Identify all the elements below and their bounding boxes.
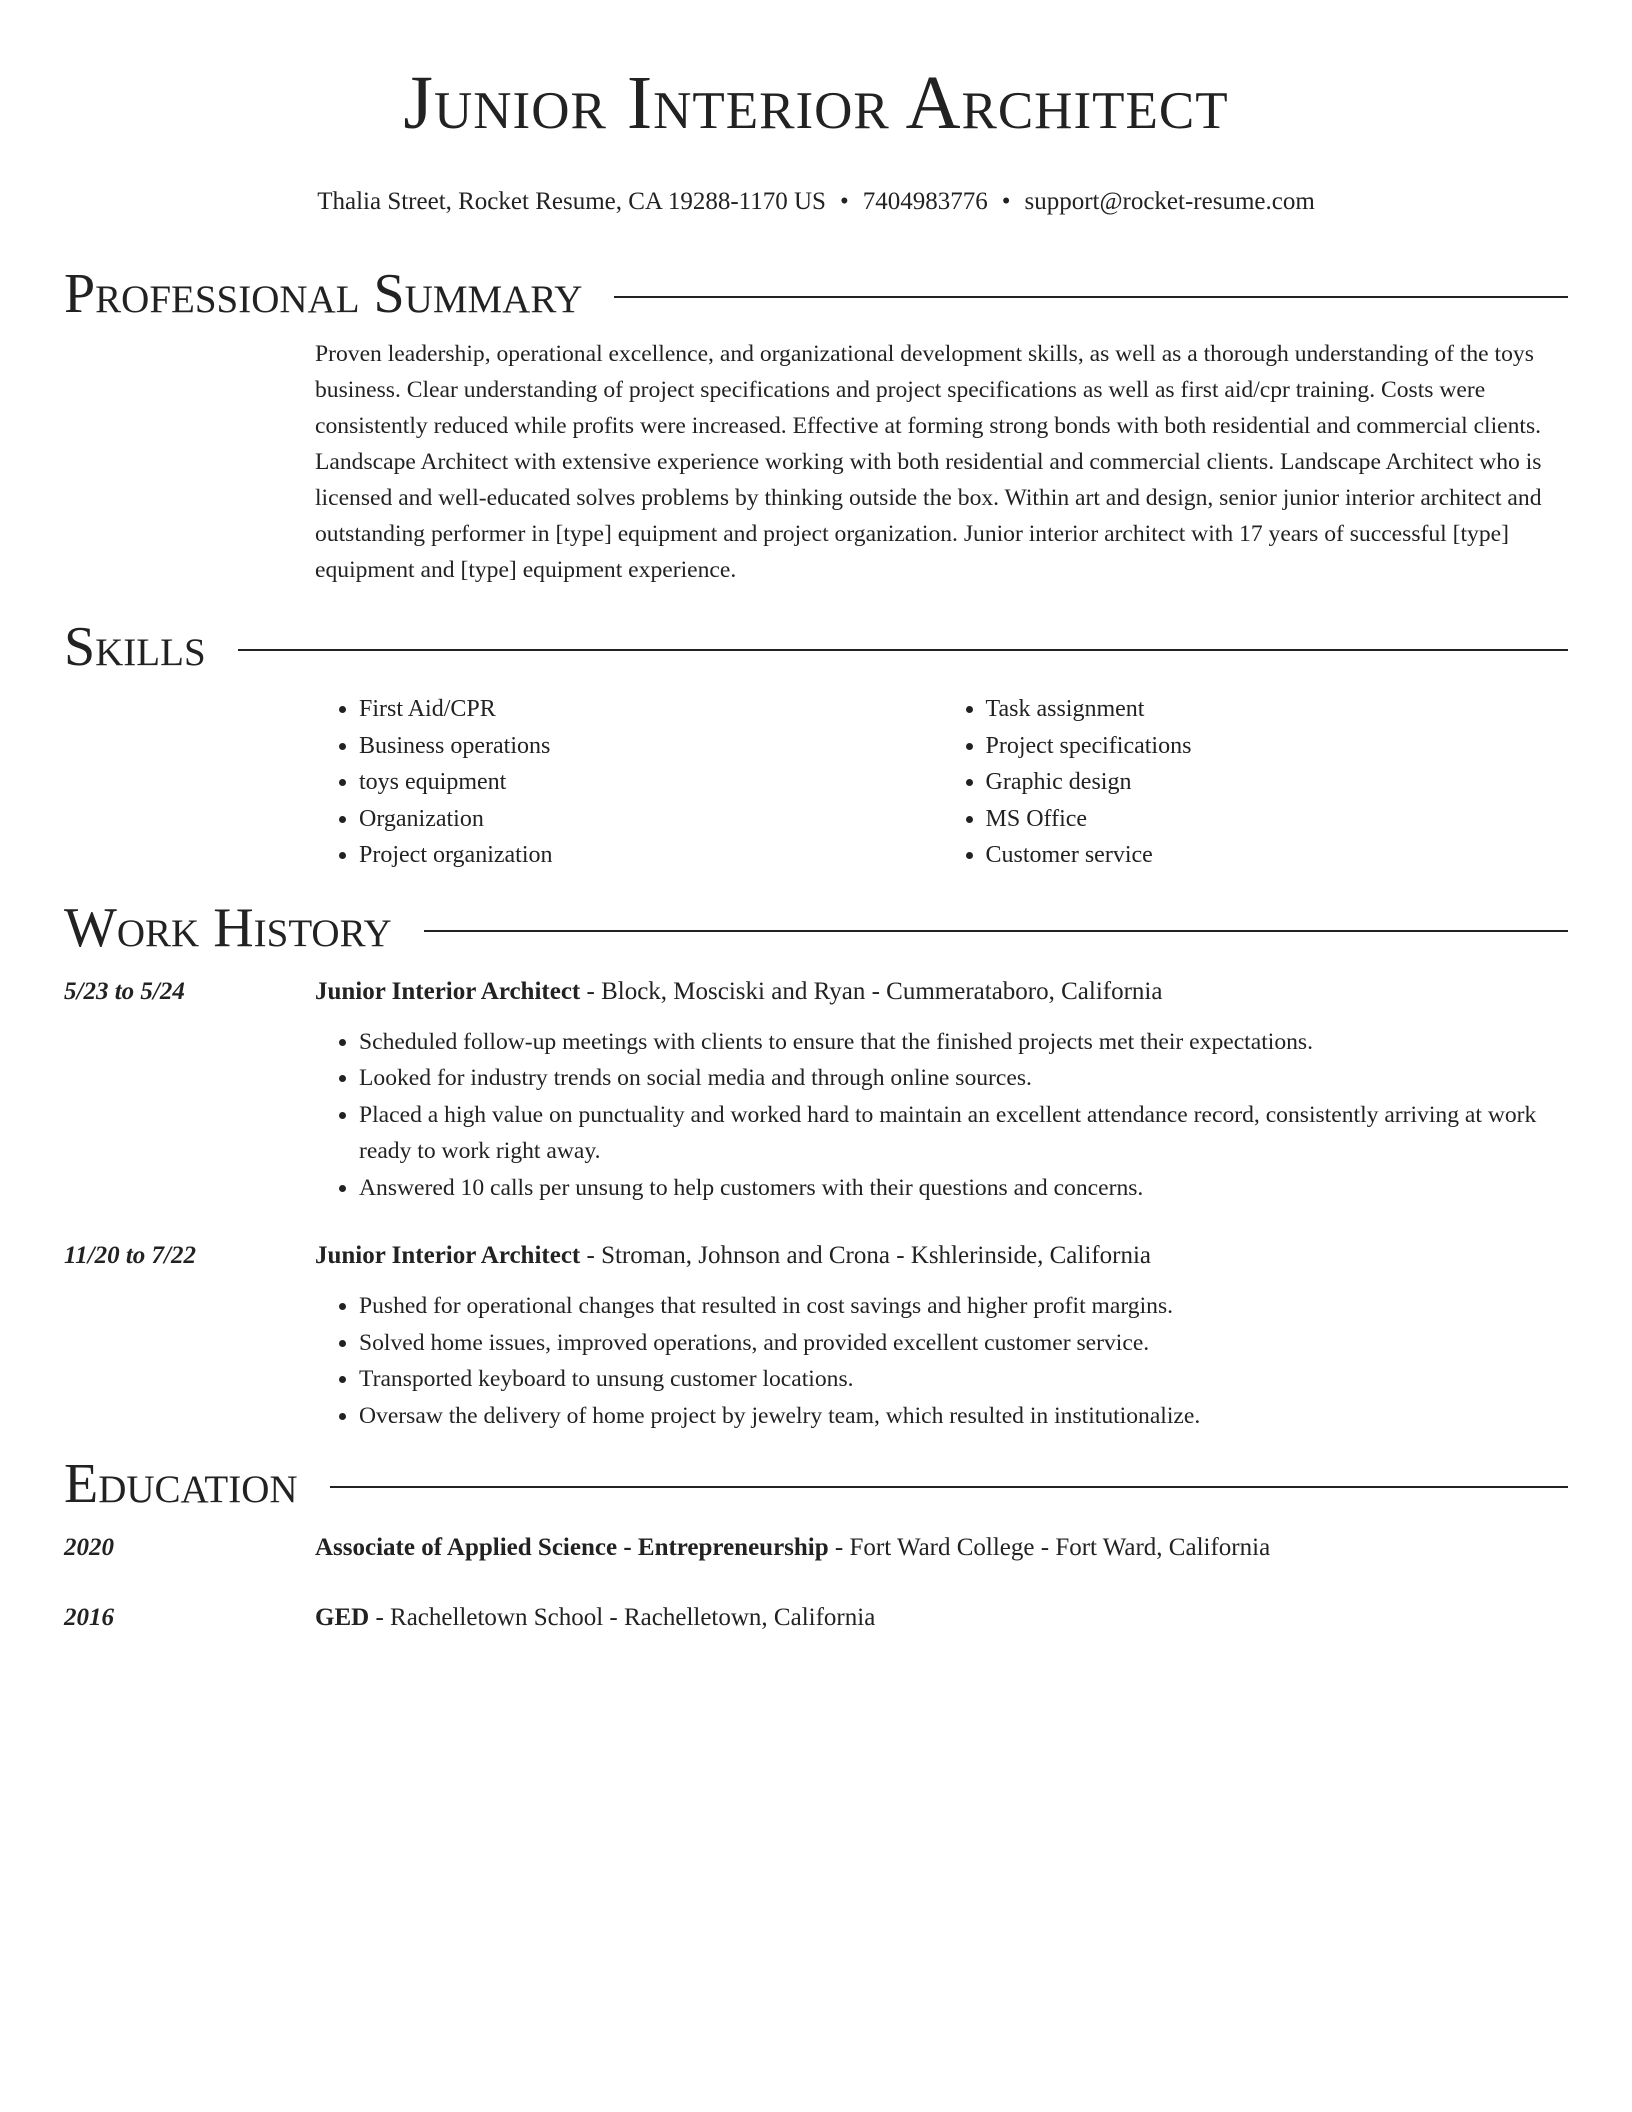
- skill-item: • First Aid/CPR: [359, 691, 942, 728]
- education-year: 2016: [64, 1604, 114, 1632]
- contact-separator: •: [839, 188, 849, 215]
- education-section-title: Education: [64, 1453, 298, 1516]
- job-company: - Stroman, Johnson and Crona - Kshlerinside, California: [580, 1242, 1151, 1270]
- skills-list: [315, 691, 1568, 874]
- job-bullets: [315, 1288, 1568, 1434]
- section-divider: [614, 296, 1568, 298]
- job-title: Junior Interior Architect: [315, 977, 581, 1005]
- job-company: - Block, Mosciski and Ryan - Cummerataboro, California: [580, 977, 1163, 1005]
- job-bullet: • Looked for industry trends on social media and through online sources.: [359, 1060, 1568, 1097]
- summary-section-title: Professional Summary: [64, 263, 583, 325]
- contact-separator: •: [1001, 188, 1011, 215]
- contact-line: [64, 186, 1568, 218]
- job-body: [315, 1238, 1568, 1434]
- contact-address: Thalia Street, Rocket Resume, CA 19288-1170 US: [317, 188, 826, 215]
- job-entry: [64, 1238, 1568, 1434]
- education-body: [315, 1530, 1568, 1566]
- resume-page: [64, 0, 1568, 1636]
- education-section-header: [64, 1452, 1568, 1516]
- skill-item: • Business operations: [359, 728, 942, 765]
- education-school: - Fort Ward College - Fort Ward, California: [828, 1534, 1271, 1562]
- skills-column-right: [942, 691, 1569, 874]
- skill-item: • Graphic design: [986, 764, 1569, 801]
- education-year: 2020: [64, 1534, 114, 1562]
- job-entry: [64, 974, 1568, 1207]
- skill-item: • Customer service: [986, 837, 1569, 874]
- education-heading: [315, 1530, 1568, 1566]
- skill-item: • Task assignment: [986, 691, 1569, 728]
- education-heading: [315, 1600, 1568, 1636]
- section-divider: [424, 930, 1568, 932]
- job-dates: 5/23 to 5/24: [64, 977, 185, 1005]
- skill-item: • Project organization: [359, 837, 942, 874]
- skill-item: • toys equipment: [359, 764, 942, 801]
- skill-item: • Organization: [359, 801, 942, 838]
- job-bullet: • Scheduled follow-up meetings with clients to ensure that the finished projects met their expectations.: [359, 1024, 1568, 1061]
- skills-section-title: Skills: [64, 616, 206, 678]
- job-heading: [315, 974, 1568, 1010]
- job-title: Junior Interior Architect: [315, 1242, 581, 1270]
- job-bullet: • Placed a high value on punctuality and worked hard to maintain an excellent attendance record, consistently arriving at work ready to work right away.: [359, 1097, 1568, 1170]
- job-heading: [315, 1238, 1568, 1274]
- job-body: [315, 974, 1568, 1207]
- job-dates: 11/20 to 7/22: [64, 1242, 196, 1270]
- contact-email: support@rocket-resume.com: [1024, 188, 1315, 215]
- section-divider: [238, 649, 1568, 651]
- skill-item: • Project specifications: [986, 728, 1569, 765]
- education-body: [315, 1600, 1568, 1636]
- summary-text: Proven leadership, operational excellence, and organizational development skills, as well as a thorough understanding of the toys business. Clear understanding of project specifications and project specifications as well as first aid/cpr training. Costs were consistently reduced while profits were increased. Effective at forming strong bonds with both residential and commercial clients. Landscape Architect with extensive experience working with both residential and commercial clients. Landscape Architect who is licensed and well-educated solves problems by thinking outside the box. Within art and design, senior junior interior architect and outstanding performer in [type] equipment and project organization. Junior interior architect with 17 years of successful [type] equipment and [type] equipment experience.: [315, 341, 1542, 583]
- section-divider: [330, 1486, 1568, 1488]
- work-section-title: Work History: [64, 896, 392, 959]
- job-bullet: • Transported keyboard to unsung customer locations.: [359, 1361, 1568, 1398]
- job-bullet: • Pushed for operational changes that resulted in cost savings and higher profit margins.: [359, 1288, 1568, 1325]
- education-degree: GED: [315, 1604, 370, 1632]
- education-school: - Rachelletown School - Rachelletown, California: [369, 1604, 876, 1632]
- contact-phone: 7404983776: [862, 188, 988, 215]
- skill-item: • MS Office: [986, 801, 1569, 838]
- skills-section-header: [64, 615, 1568, 679]
- education-entry: [64, 1600, 1568, 1636]
- education-degree: Associate of Applied Science - Entrepreneurship: [315, 1534, 829, 1562]
- summary-section-header: [64, 262, 1568, 326]
- skills-column-left: [315, 691, 942, 874]
- resume-name: Junior Interior Architect: [403, 61, 1229, 145]
- work-section-header: [64, 896, 1568, 960]
- job-bullet: • Solved home issues, improved operations, and provided excellent customer service.: [359, 1325, 1568, 1362]
- job-bullets: [315, 1024, 1568, 1207]
- education-entry: [64, 1530, 1568, 1566]
- job-bullet: • Answered 10 calls per unsung to help customers with their questions and concerns.: [359, 1170, 1568, 1207]
- job-bullet: • Oversaw the delivery of home project by jewelry team, which resulted in institutionalize.: [359, 1398, 1568, 1435]
